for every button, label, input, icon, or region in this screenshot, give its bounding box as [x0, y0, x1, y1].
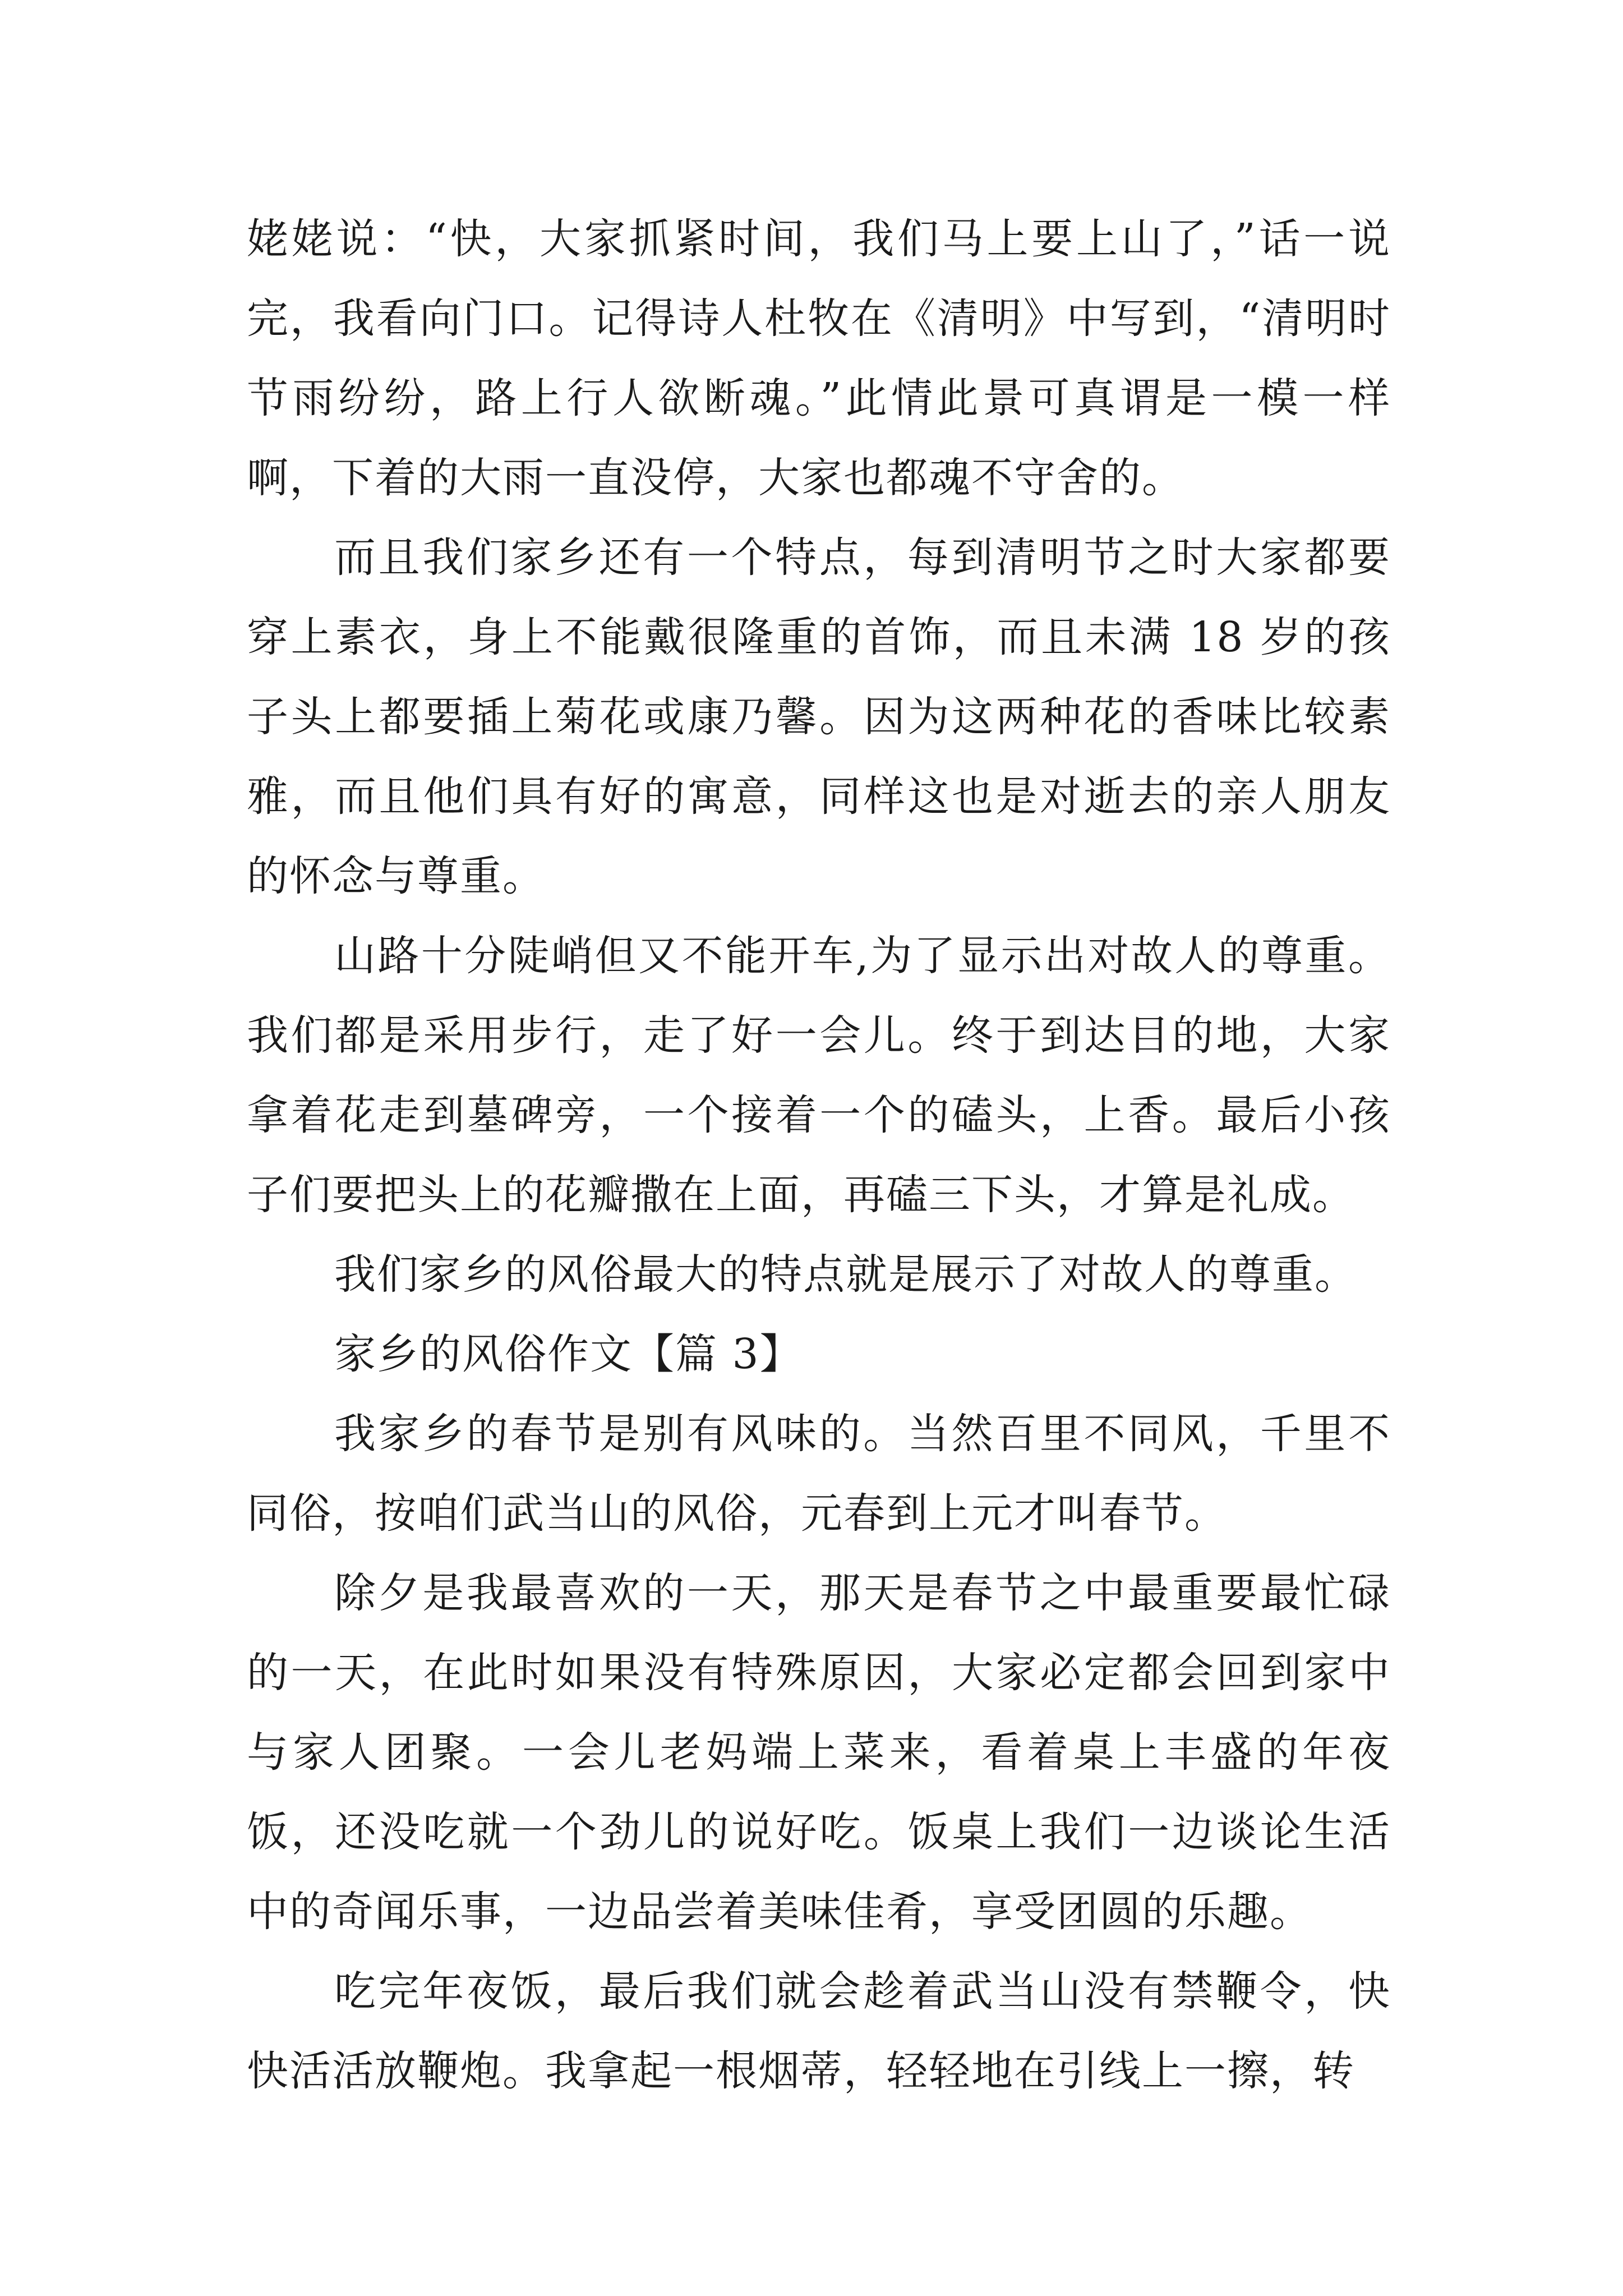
paragraph-1: 姥姥说：“快，大家抓紧时间，我们马上要上山了，”话一说完，我看向门口。记得诗人杜牧在《清明》中写到，“清明时节雨纷纷，路上行人欲断魂。”此情此景可真谓是一模一样啊，下着的大雨一直没停，大家也都魂不守舍的。 [247, 215, 1391, 502]
paragraph-2: 而且我们家乡还有一个特点，每到清明节之时大家都要穿上素衣，身上不能戴很隆重的首饰，而且未满 18 岁的孩子头上都要插上菊花或康乃馨。因为这两种花的香味比较素雅，而且他们具有好的寓意，同样这也是对逝去的亲人朋友的怀念与尊重。 [247, 533, 1391, 900]
paragraph-5: 我家乡的春节是别有风味的。当然百里不同风，千里不同俗，按咱们武当山的风俗，元春到上元才叫春节。 [247, 1410, 1391, 1538]
paragraph-6: 除夕是我最喜欢的一天，那天是春节之中最重要最忙碌的一天，在此时如果没有特殊原因，大家必定都会回到家中与家人团聚。一会儿老妈端上菜来，看着桌上丰盛的年夜饭，还没吃就一个劲儿的说好吃。饭桌上我们一边谈论生活中的奇闻乐事，一边品尝着美味佳肴，享受团圆的乐趣。 [247, 1569, 1391, 1936]
document-body [247, 199, 1391, 2111]
paragraph-7: 吃完年夜饭，最后我们就会趁着武当山没有禁鞭令，快快活活放鞭炮。我拿起一根烟蒂，轻轻地在引线上一擦，转 [247, 1967, 1391, 2095]
paragraph-4: 我们家乡的风俗最大的特点就是展示了对故人的尊重。 [334, 1250, 1357, 1299]
paragraph-3: 山路十分陡峭但又不能开车,为了显示出对故人的尊重。我们都是采用步行，走了好一会儿。终于到达目的地，大家拿着花走到墓碑旁，一个接着一个的磕头，上香。最后小孩子们要把头上的花瓣撒在上面，再磕三下头，才算是礼成。 [247, 932, 1391, 1219]
section-heading: 家乡的风俗作文【篇 3】 [334, 1330, 803, 1378]
